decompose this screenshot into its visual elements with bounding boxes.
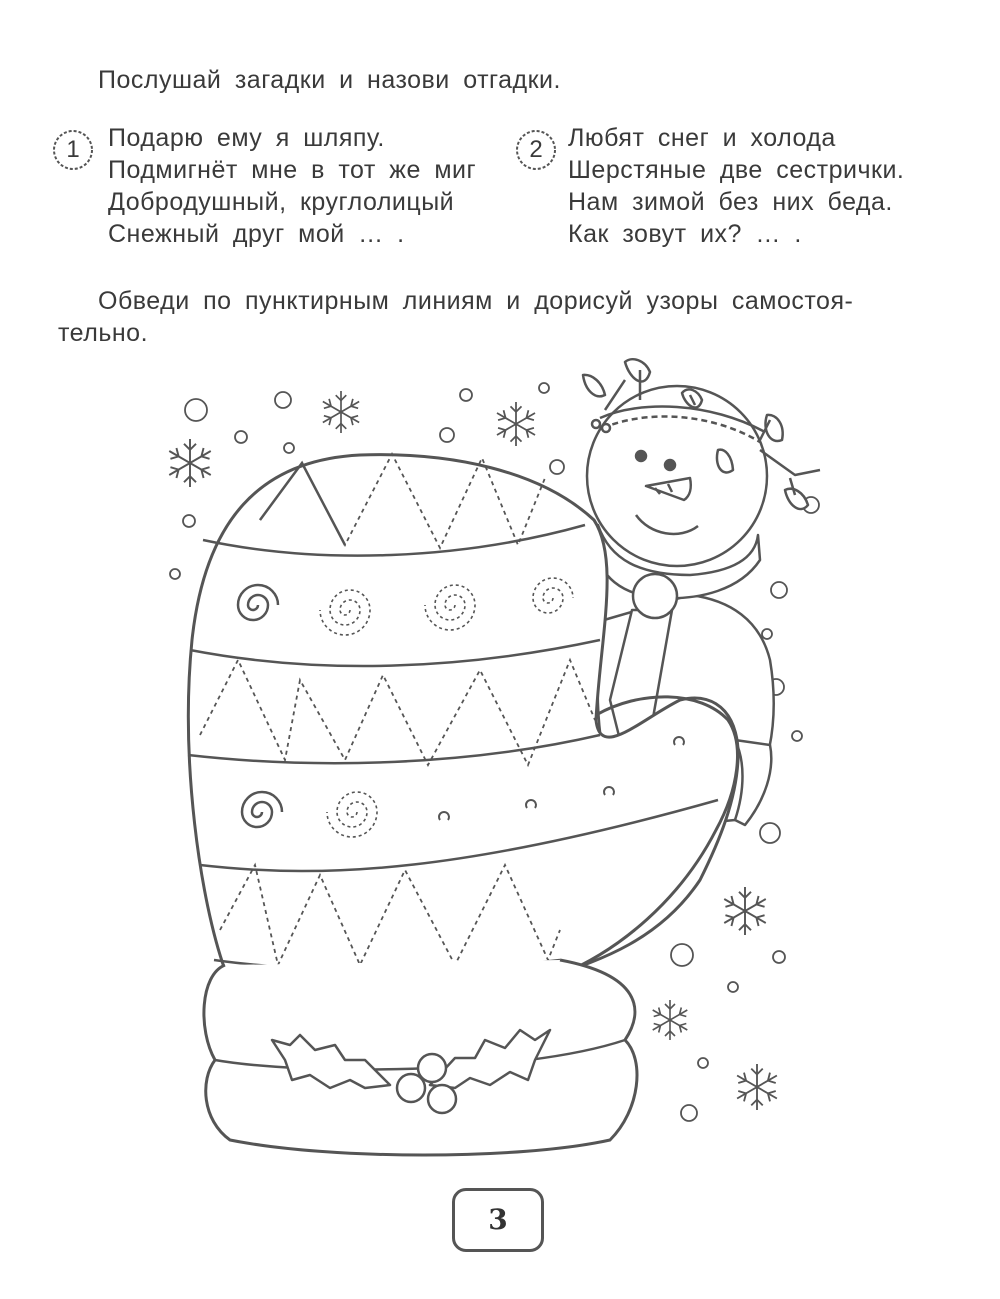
riddle-1-line: Подмигнёт мне в тот же миг	[108, 156, 477, 184]
riddle-1-line: Снежный друг мой … .	[108, 220, 405, 248]
riddle-1-line: Подарю ему я шляпу.	[108, 124, 385, 152]
riddle-1-number: 1	[66, 136, 80, 163]
riddle-2-line: Как зовут их? … .	[568, 220, 802, 248]
snowflake-icon	[653, 1000, 688, 1040]
page-number-box	[452, 1188, 544, 1252]
riddle-2-number: 2	[529, 136, 543, 163]
snowflake-icon	[323, 391, 359, 433]
riddle-2-line: Нам зимой без них беда.	[568, 188, 893, 216]
riddle-2-line: Шерстяные две сестрички.	[568, 156, 905, 184]
riddle-2-line: Любят снег и холода	[568, 124, 836, 152]
instruction-trace-line: тельно.	[58, 319, 149, 347]
riddle-1-line: Добродушный, круглолицый	[108, 188, 455, 216]
snowflake-icon	[497, 402, 535, 446]
snowflake-icon	[737, 1064, 777, 1110]
page-number: 3	[488, 1203, 508, 1236]
snowflake-icon	[169, 439, 211, 487]
snowflake-icon	[724, 887, 766, 935]
instruction-listen: Послушай загадки и назови отгадки.	[98, 66, 561, 94]
instruction-trace-line: Обведи по пунктирным линиям и дорисуй узоры самостоя-	[98, 287, 854, 315]
